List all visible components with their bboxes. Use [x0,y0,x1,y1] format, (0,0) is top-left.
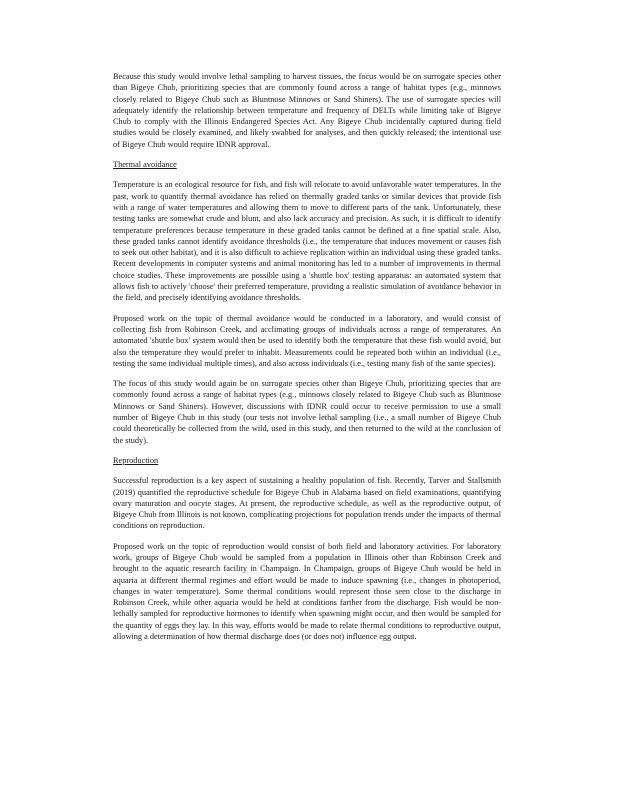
heading-thermal-avoidance: Thermal avoidance [113,160,177,170]
paragraph-thermal-proposed-work: Proposed work on the topic of thermal avoidance would be conducted in a laboratory, and would consist of collecting fish from Robinson Creek, and acclimating groups of individuals across a range of temperatures. An automated 'shuttle box' system would then be used to identify both the temperature that these fish would avoid, but also the temperature they would prefer to inhabit. Measurements could be repeated both within an individual (i.e., testing the same individual multiple times), and also across individuals (i.e., testing many fish of the same species). [113,313,501,368]
paragraph-reproduction-background: Successful reproduction is a key aspect of sustaining a healthy population of fish. Recently, Tarver and Stallsmith (2019) quantified the reproductive schedule for Bigeye Chub in Alabama based on field examinations, quantifying ovary maturation and oocyte stages. At present, the reproductive schedule, as well as the reproductive output, of Bigeye Chub from Illinois is not known, complicating projections for population trends under the impacts of thermal conditions on reproduction. [113,476,501,531]
paragraph-thermal-background: Temperature is an ecological resource for fish, and fish will relocate to avoid unfavorable water temperatures. In the past, work to quantify thermal avoidance has relied on thermally graded tanks or similar devices that provide fish with a range of water temperatures and allowing them to move to different parts of the tank. Unfortunately, these testing tanks are somewhat crude and blunt, and also lack accuracy and precision. As such, it is difficult to identify temperature preferences because temperature in these graded tanks cannot be defined at a fine spatial scale. Also, these graded tanks cannot identify avoidance thresholds (i.e., the temperature that induces movement or causes fish to seek out other habitat), and it is also difficult to achieve replication within an individual using these graded tanks. Recent developments in computer systems and animal monitoring has led to a number of improvements in thermal choice studies. These improvements are possible using a 'shuttle box' testing apparatus: an automated system that allows fish to actively 'choose' their preferred temperature, providing a realistic simulation of avoidance behavior in the field, and precisely identifying avoidance thresholds. [113,180,501,303]
document-page [113,71,501,651]
heading-reproduction: Reproduction [113,455,159,465]
paragraph-thermal-focus: The focus of this study would again be on surrogate species other than Bigeye Chub, prioritizing species that are commonly found across a range of habitat types (e.g., minnows closely related to Bigeye Chub such as Bluntnose Minnows or Sand Shiners). However, discussions with IDNR could occur to receive permission to use a small number of Bigeye Chub in this study (our tests not involve lethal sampling (i.e., a small number of Bigeye Chub could theoretically be collected from the wild, used in this study, and then returned to the wild at the conclusion of the study). [113,379,501,445]
paragraph-reproduction-proposed-work: Proposed work on the topic of reproduction would consist of both field and laboratory activities. For laboratory work, groups of Bigeye Chub would be sampled from a population in Illinois other than Robinson Creek and brought to the aquatic research facility in Champaign. In Champaign, groups of Bigeye Chub would be held in aquaria at different thermal regimes and effort would be made to induce spawning (i.e., changes in photoperiod, changes in water temperature). Some thermal conditions would represent those seen close to the discharge in Robinson Creek, while other aquaria would be held at conditions farther from the discharge. Fish would be non-lethally sampled for reproductive hormones to identify when spawning might occur, and then would be sampled for the quantity of eggs they lay. In this way, efforts would be made to relate thermal conditions to reproductive output, allowing a determination of how thermal discharge does (or does not) influence egg output. [113,541,501,642]
paragraph-surrogate-species: Because this study would involve lethal sampling to harvest tissues, the focus would be on surrogate species other than Bigeye Chub, prioritizing species that are commonly found across a range of habitat types (e.g., minnows closely related to Bigeye Chub such as Bluntnose Minnows or Sand Shiners). The use of surrogate species will adequately identify the relationship between temperature and frequency of DELTs while limiting take of Bigeye Chub to comply with the Illinois Endangered Species Act. Any Bigeye Chub incidentally captured during field studies would be closely examined, and likely swabbed for analyses, and then quickly released; the intentional use of Bigeye Chub would require IDNR approval. [113,72,501,149]
